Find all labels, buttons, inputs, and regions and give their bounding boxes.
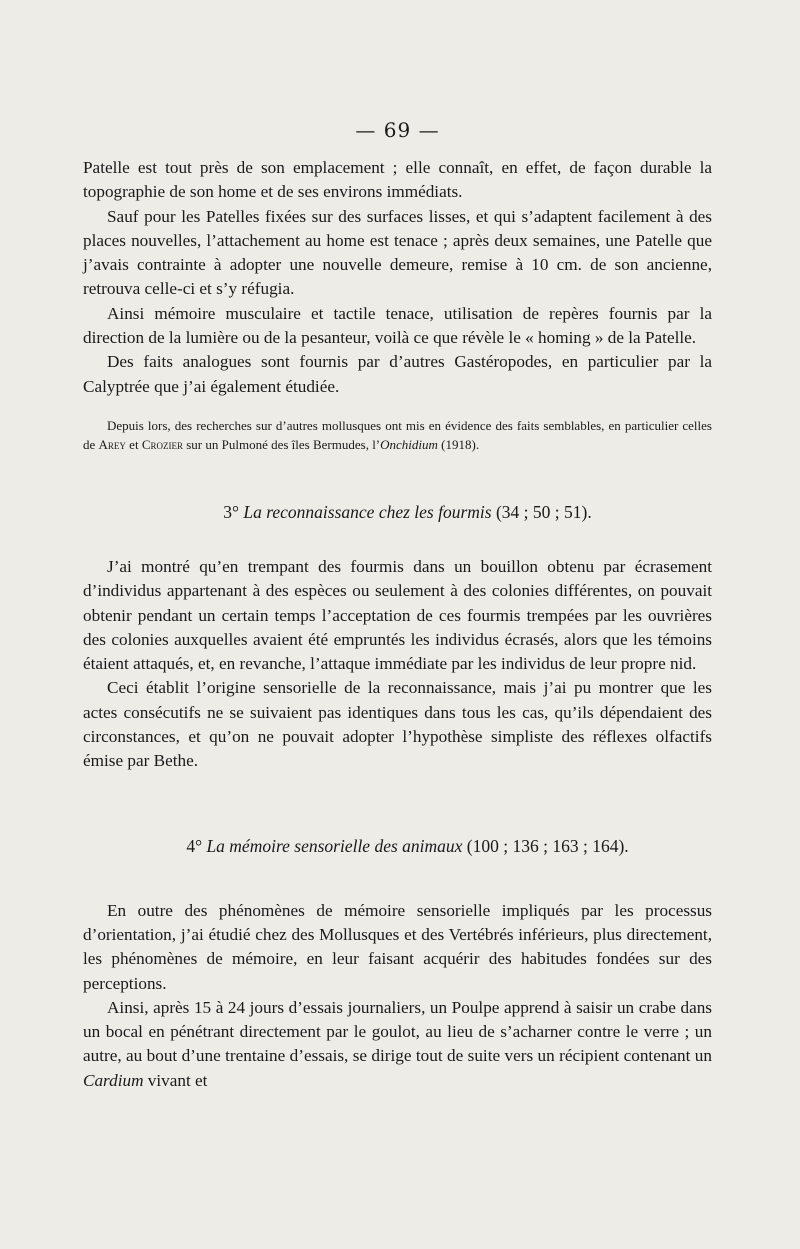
paragraph: Ainsi mémoire musculaire et tactile tenace, utilisation de repères fournis par la direction de la lumière ou de la pesanteur, voilà ce que révèle le « homing » de la Patelle. — [83, 303, 712, 348]
section-heading — [83, 836, 712, 857]
section-refs: (100 ; 136 ; 163 ; 164). — [466, 835, 629, 856]
paragraph: En outre des phénomènes de mémoire sensorielle impliqués par les processus d’orientation, j’ai étudié chez des Mollusques et des Vertébrés inférieurs, plus directement, les phénomènes de mémoire, en leur faisant acquérir des habitudes fondées sur des perceptions. — [83, 900, 712, 993]
section-refs: (34 ; 50 ; 51). — [495, 501, 592, 522]
paragraph — [83, 996, 712, 1093]
paragraph-text: vivant et — [143, 1070, 208, 1090]
paragraph: Des faits analogues sont fournis par d’autres Gastéropodes, en particulier par la Calyptrée que j’ai également étudiée. — [83, 352, 712, 396]
paragraph: Ceci établit l’origine sensorielle de la reconnaissance, mais j’ai pu montrer que les actes consécutifs ne se suivaient pas identiques dans tous les cas, qu’ils dépendaient des circonstances, et qu’on ne pouvait adopter l’hypothèse simpliste des réflexes olfactifs émise par Bethe. — [83, 678, 712, 771]
footnote-text: (1918). — [437, 436, 480, 452]
footnote — [83, 416, 712, 454]
paragraph: J’ai montré qu’en trempant des fourmis dans un bouillon obtenu par écrasement d’individus appartenant à des espèces ou seulement à des colonies différentes, on pouvait obtenir pendant un certain temps l’acceptation de ces fourmis trempées par les ouvrières des colonies auxquelles avaient été empruntés les individus écrasés, alors que les témoins étaient attaqués, et, en revanche, l’attaque immédiate par les individus de leur propre nid. — [83, 556, 712, 674]
section-number: 4° — [186, 835, 203, 856]
section-heading — [83, 502, 712, 523]
paragraph-text: Ainsi, après 15 à 24 jours d’essais journaliers, un Poulpe apprend à saisir un crabe dans un bocal en pénétrant directement par le goulot, au lieu de s’acharner contre le verre ; un autre, au bout d’une trentaine d’essais, se dirige tout de suite vers un récipient contenant un — [83, 997, 712, 1066]
paragraph: Patelle est tout près de son emplacement ; elle connaît, en effet, de façon durable la topographie de son home et de ses environs immédiats. — [83, 158, 712, 202]
section-title: La mémoire sensorielle des animaux — [206, 835, 463, 856]
section-title: La reconnaissance chez les fourmis — [243, 501, 492, 522]
paragraph: Sauf pour les Patelles fixées sur des surfaces lisses, et qui s’adaptent facilement à des places nouvelles, l’attachement au home est tenace ; après deux semaines, une Patelle que j’avais contrainte à adopter une nouvelle demeure, remise à 10 cm. de son ancienne, retrouva celle-ci et s’y réfugia. — [83, 206, 712, 299]
genus-name: Cardium — [83, 1070, 144, 1090]
author-name: Crozier — [141, 436, 183, 452]
footnote-text: et — [125, 436, 142, 452]
footnote-text: sur un Pulmoné des îles Bermudes, l’ — [182, 436, 381, 452]
genus-name: Onchidium — [380, 436, 438, 452]
footnote-text: Depuis lors, des recherches sur d’autres mollusques ont mis en évidence des faits semblables, en particulier celles de — [83, 417, 712, 452]
author-name: Arey — [98, 436, 126, 452]
section-number: 3° — [223, 501, 239, 522]
page-number: — 69 — — [355, 118, 440, 142]
